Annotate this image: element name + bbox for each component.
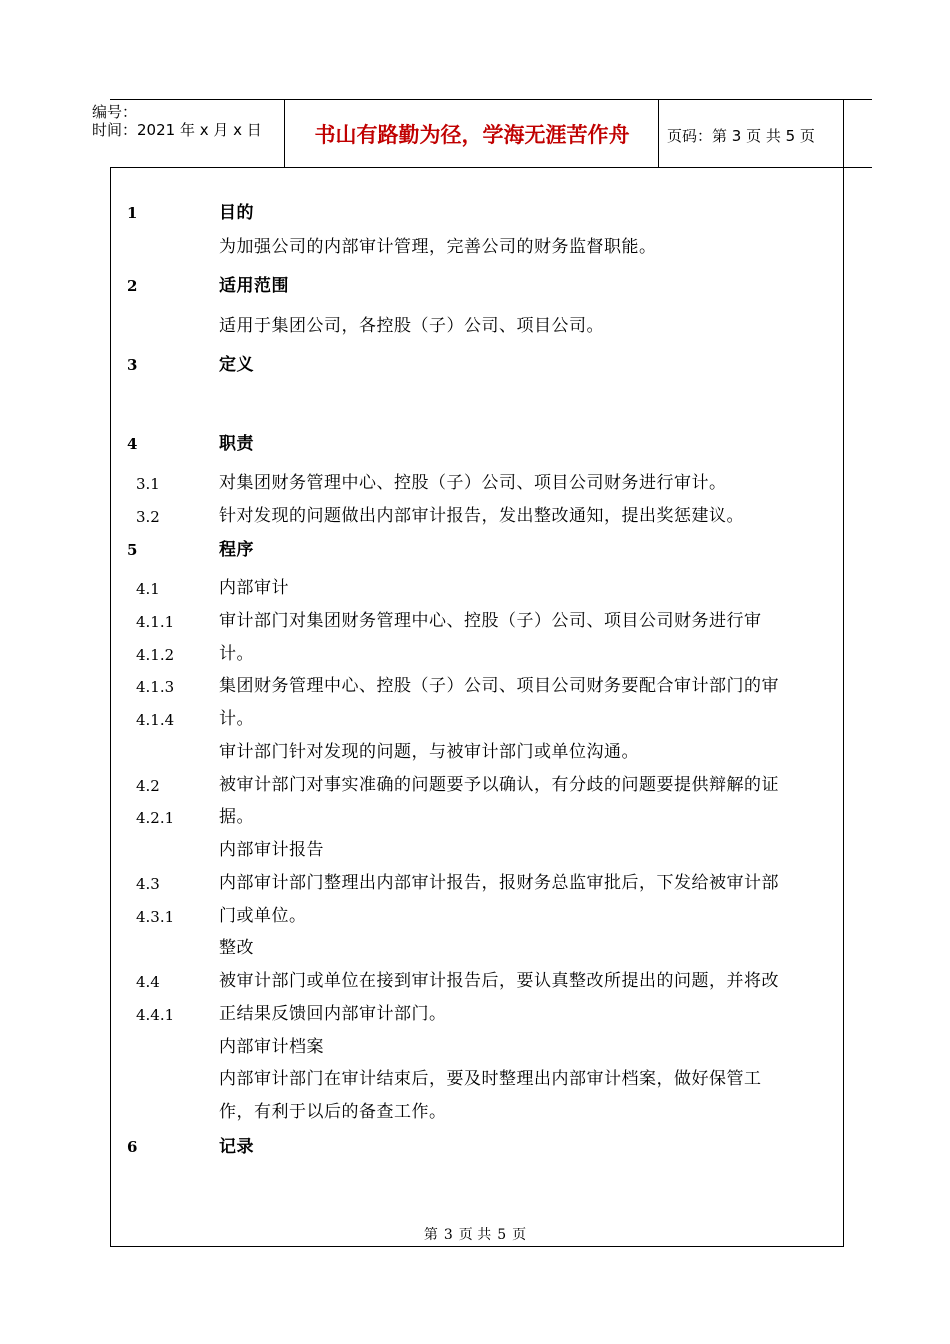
section-title: 目的 [219, 203, 254, 223]
header-top-border [110, 99, 872, 100]
section-number: 2 [127, 277, 138, 295]
clause-number: 4.1.3 [136, 678, 175, 696]
header-bottom-border [110, 167, 872, 168]
section-title: 适用范围 [219, 276, 289, 296]
body-line: 集团财务管理中心、控股（子）公司、项目公司财务要配合审计部门的审 [219, 676, 779, 696]
body-line: 计。 [219, 644, 254, 664]
footer-total-pages: 5 [497, 1227, 507, 1243]
body-line: 内部审计档案 [219, 1037, 324, 1057]
body-line: 审计部门针对发现的问题，与被审计部门或单位沟通。 [219, 742, 639, 762]
body-line: 内部审计报告 [219, 840, 324, 860]
frame-bottom-border [110, 1246, 844, 1247]
clause-number: 3.2 [136, 508, 160, 526]
section-title: 记录 [219, 1137, 254, 1157]
footer-mid: 页 共 [458, 1227, 492, 1243]
body-line: 作，有利于以后的备查工作。 [219, 1102, 447, 1122]
body-line: 为加强公司的内部审计管理，完善公司的财务监督职能。 [219, 237, 657, 257]
section-title: 定义 [219, 355, 254, 375]
header-motto: 书山有路勤为径，学海无涯苦作舟 [314, 123, 630, 147]
body-line: 针对发现的问题做出内部审计报告，发出整改通知，提出奖惩建议。 [219, 506, 744, 526]
section-title: 程序 [219, 540, 254, 560]
clause-number: 4.4.1 [136, 1006, 175, 1024]
footer-suffix: 页 [512, 1227, 527, 1243]
body-line: 计。 [219, 709, 254, 729]
clause-number: 4.1.4 [136, 711, 175, 729]
document-code: 编号： [92, 103, 138, 121]
clause-number: 4.1.2 [136, 646, 175, 664]
clause-number: 4.3.1 [136, 908, 175, 926]
body-line: 被审计部门对事实准确的问题要予以确认，有分歧的问题要提供辩解的证 [219, 775, 779, 795]
document-date: 时间：2021 年 x 月 x 日 [92, 121, 262, 139]
clause-number: 4.1.1 [136, 613, 175, 631]
body-line: 被审计部门或单位在接到审计报告后，要认真整改所提出的问题，并将改 [219, 971, 779, 991]
body-line: 内部审计 [219, 578, 289, 598]
body-line: 据。 [219, 807, 254, 827]
clause-number: 4.3 [136, 875, 160, 893]
body-line: 适用于集团公司，各控股（子）公司、项目公司。 [219, 316, 604, 336]
clause-number: 4.2 [136, 777, 160, 795]
body-line: 审计部门对集团财务管理中心、控股（子）公司、项目公司财务进行审 [219, 611, 762, 631]
section-title: 职责 [219, 434, 254, 454]
body-line: 门或单位。 [219, 906, 307, 926]
header-divider-1 [284, 99, 285, 167]
page-info: 页码：第 3 页 共 5 页 [667, 127, 815, 145]
body-line: 内部审计部门整理出内部审计报告，报财务总监审批后，下发给被审计部 [219, 873, 779, 893]
section-number: 6 [127, 1138, 138, 1156]
frame-right-border [843, 99, 844, 1247]
body-line: 正结果反馈回内部审计部门。 [219, 1004, 447, 1024]
footer-page-number: 3 [443, 1227, 453, 1243]
frame-left-border [110, 167, 111, 1247]
section-number: 5 [127, 541, 138, 559]
header-divider-2 [658, 99, 659, 167]
section-number: 1 [127, 204, 138, 222]
clause-number: 4.1 [136, 580, 160, 598]
section-number: 4 [127, 435, 138, 453]
footer-prefix: 第 [423, 1227, 438, 1243]
body-line: 整改 [219, 938, 254, 958]
body-line: 对集团财务管理中心、控股（子）公司、项目公司财务进行审计。 [219, 473, 727, 493]
page-footer [0, 1226, 950, 1244]
clause-number: 4.2.1 [136, 809, 175, 827]
clause-number: 3.1 [136, 475, 160, 493]
section-number: 3 [127, 356, 138, 374]
body-line: 内部审计部门在审计结束后，要及时整理出内部审计档案，做好保管工 [219, 1069, 762, 1089]
clause-number: 4.4 [136, 973, 160, 991]
